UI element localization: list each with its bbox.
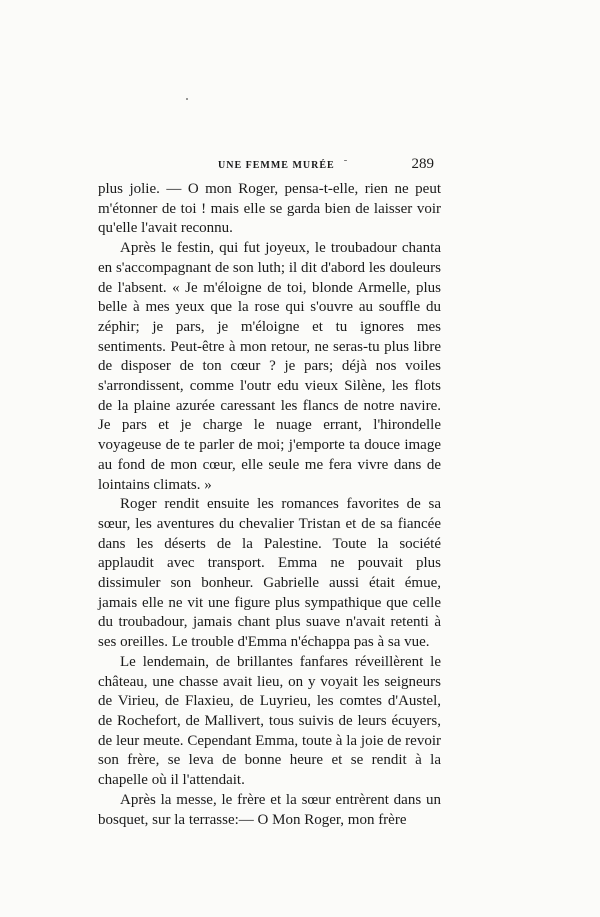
paragraph: Roger rendit ensuite les romances favorites de sa sœur, les aventures du chevalier Tristan et de sa fiancée dans les déserts de la Palestine. Toute la société applaudit avec transport. Emma ne pouvait plus dissimuler son bonheur. Gabrielle aussi était émue, jamais elle ne vit une figure plus sympathique que celle du troubadour, jamais chant plus suave n'avait retenti à ses oreilles. Le trouble d'Emma n'échappa pas à sa vue. <box>98 496 441 651</box>
paper-speck <box>186 98 188 100</box>
paragraph: Le lendemain, de brillantes fanfares réveillèrent le château, une chasse avait lieu, on y voyait les seigneurs de Virieu, de Flaxieu, de Luyrieu, les comtes d'Austel, de Rochefort, de Mallivert, tous suivis de leurs écuyers, de leur meute. Cependant Emma, toute à la joie de revoir son frère, se leva de bonne heure et se rendit à la chapelle où il l'attendait. <box>98 653 441 789</box>
running-head: UNE FEMME MURÉE <box>218 160 335 171</box>
paragraph: Après la messe, le frère et la sœur entrèrent dans un bosquet, sur la terrasse:— O Mon Roger, mon frère <box>98 791 441 828</box>
paragraph: plus jolie. — O mon Roger, pensa-t-elle, rien ne peut m'étonner de toi ! mais elle se garda bien de laisser voir qu'elle l'avait reconnu. <box>98 181 441 237</box>
page-number: 289 <box>411 156 434 172</box>
paragraph: Après le festin, qui fut joyeux, le troubadour chanta en s'accompagnant de son luth; il dit d'abord les douleurs de l'absent. « Je m'éloigne de toi, blonde Armelle, plus belle à mes yeux que la rose qui s'ouvre au souffle du zéphir; je pars, je m'éloigne et tu ignores mes sentiments. Peut-être à mon retour, ne seras-tu plus libre de disposer de ton cœur ? je pars; déjà nos voiles s'arrondissent, comme l'outr edu vieux Silène, les flots de la plaine azurée caressant les flancs de notre navire. Je pars et je charge le nuage errant, l'hirondelle voyageuse de te parler de moi; j'emporte ta douce image au fond de mon cœur, elle seule me fera vivre dans de lointains climats. » <box>98 240 441 493</box>
page-header <box>212 156 434 176</box>
body-text <box>98 180 441 830</box>
